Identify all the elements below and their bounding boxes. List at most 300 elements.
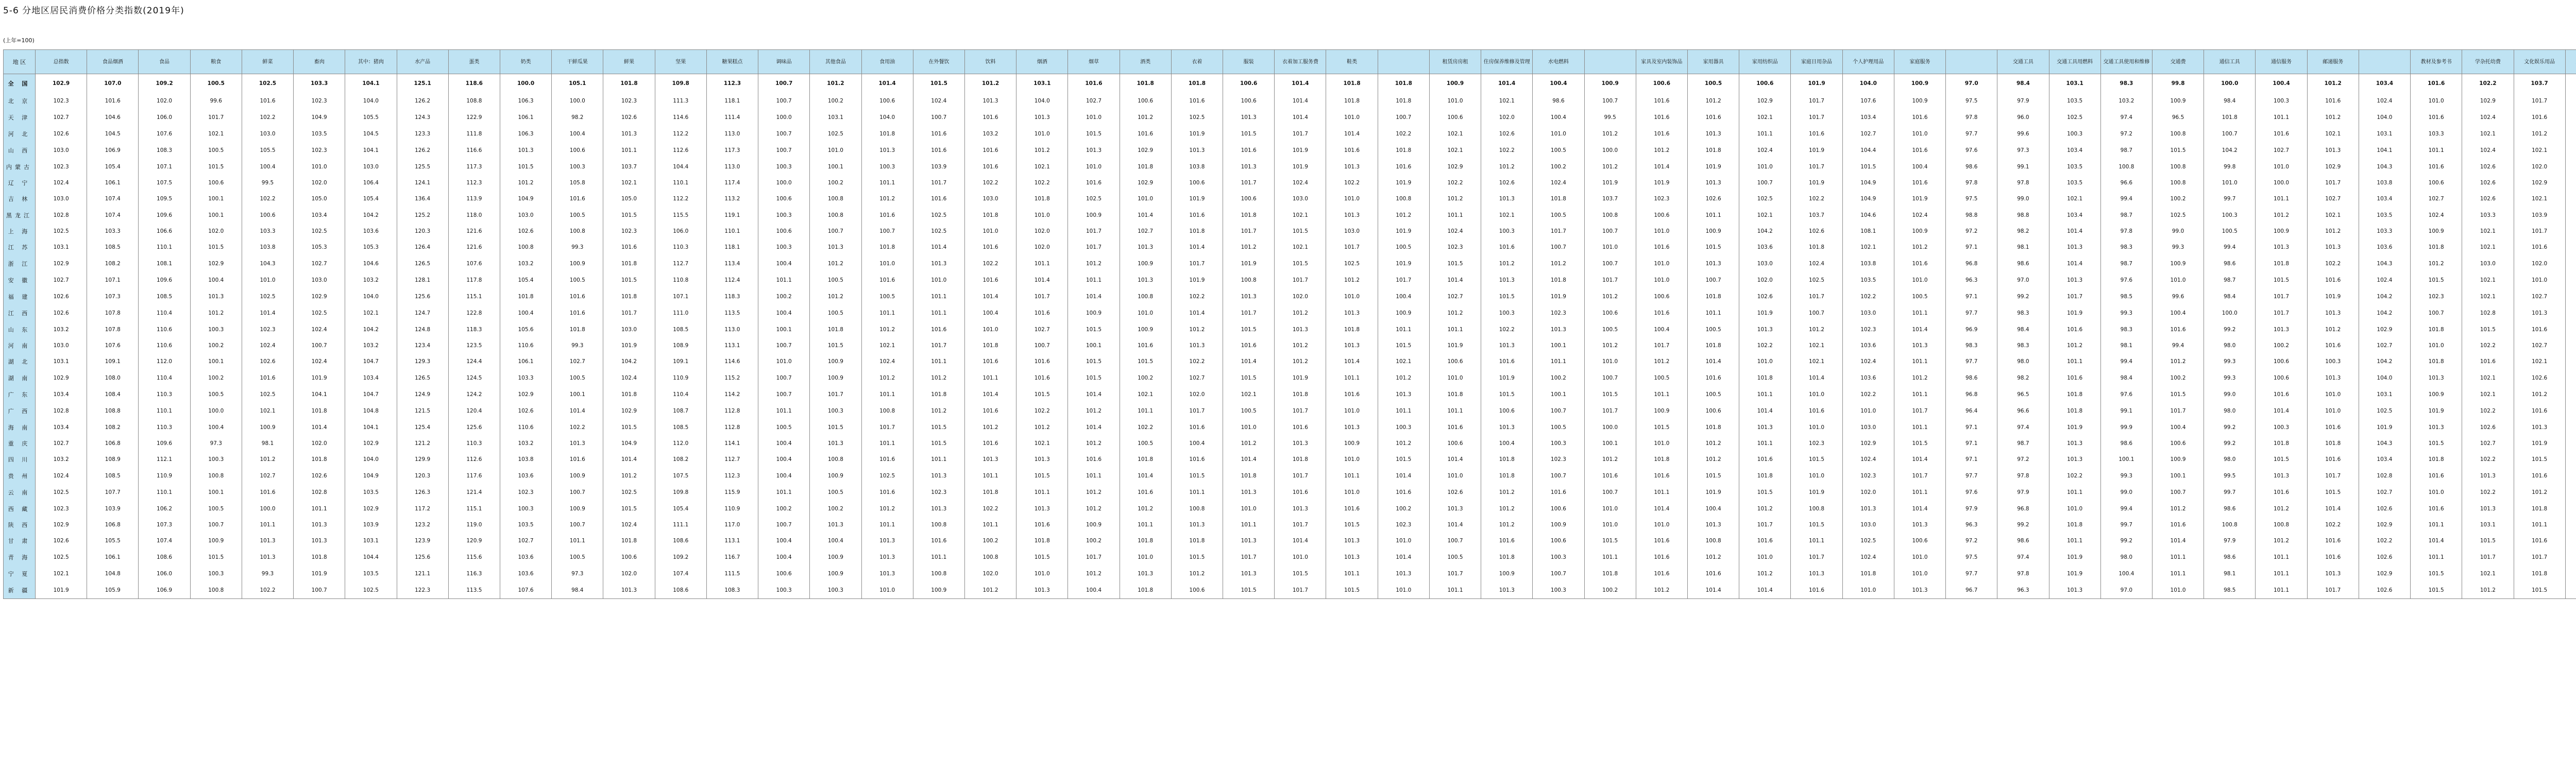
value-cell: 124.9 [397, 386, 448, 403]
value-cell: 101.6 [2152, 321, 2204, 338]
value-cell: 101.0 [1894, 126, 1945, 142]
value-cell: 102.5 [294, 224, 345, 239]
value-cell: 110.3 [139, 386, 190, 403]
value-cell: 101.3 [1171, 517, 1223, 533]
value-cell: 102.0 [1842, 484, 1894, 501]
value-cell: 102.8 [2359, 468, 2410, 484]
value-cell: 101.8 [964, 338, 1016, 353]
value-cell: 100.7 [190, 517, 242, 533]
value-cell: 101.3 [242, 533, 293, 549]
value-cell: 101.2 [1326, 272, 1378, 288]
column-header: 家庭服务 [1894, 50, 1945, 74]
value-cell: 101.0 [1016, 566, 1068, 582]
value-cell: 100.7 [758, 93, 810, 109]
value-cell: 103.0 [1739, 255, 1791, 272]
value-cell: 100.5 [552, 272, 603, 288]
value-cell: 101.5 [1378, 338, 1429, 353]
value-cell: 101.1 [1068, 272, 1120, 288]
value-cell: 102.3 [36, 159, 87, 175]
value-cell: 110.6 [139, 338, 190, 353]
value-cell: 97.2 [2100, 126, 2152, 142]
value-cell: 101.1 [1688, 207, 1739, 224]
table-row [4, 566, 2576, 582]
value-cell: 104.7 [345, 353, 397, 370]
value-cell [2565, 175, 2576, 191]
value-cell: 114.6 [706, 353, 758, 370]
value-cell: 108.9 [87, 451, 139, 468]
value-cell: 102.7 [1016, 321, 1068, 338]
value-cell: 101.5 [1326, 517, 1378, 533]
value-cell: 102.9 [36, 370, 87, 386]
value-cell: 100.9 [242, 419, 293, 436]
column-header: 家用纺织品 [1739, 50, 1791, 74]
value-cell: 101.9 [1791, 74, 1842, 93]
column-header: 教材及参考书 [2411, 50, 2462, 74]
value-cell: 97.2 [1946, 224, 1997, 239]
value-cell: 101.4 [1894, 501, 1945, 517]
value-cell: 101.7 [1275, 126, 1326, 142]
value-cell: 98.6 [1997, 255, 2049, 272]
value-cell: 97.9 [1946, 501, 1997, 517]
value-cell: 102.4 [1791, 255, 1842, 272]
value-cell: 102.1 [2462, 224, 2514, 239]
value-cell: 100.8 [2152, 126, 2204, 142]
value-cell: 101.8 [1688, 419, 1739, 436]
value-cell: 101.8 [861, 126, 913, 142]
value-cell: 103.3 [2359, 224, 2410, 239]
value-cell: 101.3 [964, 451, 1016, 468]
value-cell: 121.2 [397, 436, 448, 451]
value-cell: 98.2 [552, 109, 603, 126]
value-cell: 101.0 [1584, 517, 1636, 533]
value-cell: 100.9 [1068, 207, 1120, 224]
value-cell: 101.6 [552, 305, 603, 321]
value-cell: 104.1 [294, 386, 345, 403]
value-cell: 102.7 [1429, 288, 1481, 305]
value-cell: 102.9 [36, 255, 87, 272]
value-cell: 97.1 [1946, 436, 1997, 451]
value-cell: 106.1 [500, 109, 551, 126]
value-cell: 101.8 [1584, 566, 1636, 582]
value-cell: 101.8 [2514, 501, 2565, 517]
value-cell: 100.4 [1533, 74, 1584, 93]
value-cell: 136.4 [397, 191, 448, 207]
value-cell [2565, 484, 2576, 501]
value-cell: 113.0 [706, 126, 758, 142]
value-cell: 102.4 [1842, 353, 1894, 370]
value-cell: 121.6 [448, 224, 500, 239]
value-cell [2565, 224, 2576, 239]
value-cell: 101.4 [1120, 468, 1171, 484]
region-cell: 上 海 [4, 224, 36, 239]
value-cell: 101.8 [1326, 93, 1378, 109]
value-cell: 102.4 [36, 175, 87, 191]
value-cell: 100.7 [1429, 533, 1481, 549]
value-cell: 104.6 [345, 255, 397, 272]
value-cell: 100.8 [810, 191, 861, 207]
value-cell: 96.3 [1946, 272, 1997, 288]
value-cell: 129.9 [397, 451, 448, 468]
value-cell: 103.2 [964, 126, 1016, 142]
value-cell [2565, 338, 2576, 353]
value-cell: 101.0 [1739, 353, 1791, 370]
value-cell: 101.2 [1068, 484, 1120, 501]
table-row [4, 288, 2576, 305]
column-header: 食品烟酒 [87, 50, 139, 74]
value-cell: 101.6 [1688, 109, 1739, 126]
value-cell: 101.9 [36, 582, 87, 599]
value-cell: 100.3 [1481, 224, 1533, 239]
value-cell: 101.2 [1894, 239, 1945, 255]
value-cell: 102.9 [1120, 175, 1171, 191]
value-cell: 102.3 [1378, 517, 1429, 533]
value-cell: 104.6 [1842, 207, 1894, 224]
value-cell: 102.1 [36, 566, 87, 582]
value-cell: 100.1 [190, 207, 242, 224]
value-cell: 101.6 [2307, 451, 2359, 468]
value-cell: 102.6 [1429, 484, 1481, 501]
value-cell: 97.1 [1946, 239, 1997, 255]
value-cell: 102.0 [1171, 386, 1223, 403]
value-cell: 100.8 [2152, 175, 2204, 191]
value-cell: 101.7 [1584, 272, 1636, 288]
value-cell: 102.5 [1739, 191, 1791, 207]
value-cell: 101.0 [2204, 175, 2256, 191]
value-cell: 100.7 [1584, 224, 1636, 239]
value-cell: 105.4 [87, 159, 139, 175]
value-cell [2565, 403, 2576, 419]
value-cell: 103.5 [1842, 272, 1894, 288]
value-cell: 102.2 [964, 501, 1016, 517]
value-cell: 101.1 [2256, 191, 2307, 207]
value-cell: 113.0 [706, 321, 758, 338]
value-cell: 101.6 [2307, 549, 2359, 566]
value-cell: 101.9 [1429, 338, 1481, 353]
region-cell: 内蒙古 [4, 159, 36, 175]
value-cell: 101.7 [1791, 288, 1842, 305]
region-cell: 湖 南 [4, 370, 36, 386]
value-cell: 101.5 [810, 338, 861, 353]
value-cell: 101.5 [603, 272, 655, 288]
value-cell: 101.3 [552, 436, 603, 451]
value-cell: 113.1 [706, 338, 758, 353]
value-cell: 101.8 [2411, 239, 2462, 255]
value-cell: 101.3 [1326, 305, 1378, 321]
value-cell: 101.0 [1120, 305, 1171, 321]
value-cell: 101.9 [2514, 436, 2565, 451]
value-cell: 101.1 [552, 533, 603, 549]
value-cell: 101.0 [1326, 288, 1378, 305]
value-cell: 101.8 [603, 386, 655, 403]
value-cell: 102.3 [294, 142, 345, 159]
value-cell: 102.1 [1739, 109, 1791, 126]
value-cell: 116.7 [706, 549, 758, 566]
value-cell: 100.3 [758, 239, 810, 255]
value-cell: 100.8 [1378, 191, 1429, 207]
value-cell: 100.1 [1533, 338, 1584, 353]
value-cell: 101.1 [2049, 353, 2100, 370]
value-cell: 100.6 [1636, 74, 1687, 93]
value-cell: 108.5 [139, 288, 190, 305]
value-cell: 100.8 [552, 224, 603, 239]
value-cell: 99.3 [552, 239, 603, 255]
value-cell: 101.8 [1688, 288, 1739, 305]
value-cell: 101.4 [1429, 517, 1481, 533]
column-header: 家具及室内装饰品 [1636, 50, 1687, 74]
value-cell: 101.1 [1016, 484, 1068, 501]
value-cell: 103.7 [1584, 191, 1636, 207]
value-cell: 101.6 [2514, 239, 2565, 255]
value-cell: 115.5 [655, 207, 706, 224]
column-header: 服装 [1223, 50, 1275, 74]
value-cell: 100.5 [1688, 386, 1739, 403]
value-cell: 98.2 [1997, 370, 2049, 386]
value-cell: 100.4 [2152, 305, 2204, 321]
column-header: 酒类 [1120, 50, 1171, 74]
value-cell: 102.7 [1842, 126, 1894, 142]
value-cell: 100.2 [1533, 159, 1584, 175]
value-cell: 101.7 [1791, 93, 1842, 109]
value-cell: 105.4 [500, 272, 551, 288]
value-cell: 102.0 [190, 224, 242, 239]
value-cell: 101.2 [2256, 207, 2307, 224]
value-cell: 102.6 [2462, 191, 2514, 207]
value-cell: 98.4 [2204, 288, 2256, 305]
value-cell: 99.1 [2100, 403, 2152, 419]
value-cell: 101.0 [1120, 191, 1171, 207]
value-cell: 102.2 [964, 175, 1016, 191]
value-cell: 101.5 [190, 239, 242, 255]
value-cell: 109.1 [655, 353, 706, 370]
value-cell: 99.7 [2100, 517, 2152, 533]
value-cell: 98.3 [2100, 239, 2152, 255]
value-cell: 117.3 [448, 159, 500, 175]
value-cell: 100.8 [913, 566, 964, 582]
value-cell: 100.8 [861, 403, 913, 419]
value-cell: 102.6 [294, 468, 345, 484]
value-cell: 102.1 [2462, 272, 2514, 288]
value-cell: 100.6 [1481, 403, 1533, 419]
value-cell: 101.2 [603, 468, 655, 484]
value-cell: 101.1 [2049, 533, 2100, 549]
value-cell [2565, 451, 2576, 468]
value-cell: 100.7 [1016, 338, 1068, 353]
value-cell: 101.8 [1171, 224, 1223, 239]
value-cell: 101.1 [1739, 436, 1791, 451]
value-cell: 101.3 [2049, 239, 2100, 255]
value-cell: 101.9 [1791, 484, 1842, 501]
value-cell: 98.6 [2204, 255, 2256, 272]
value-cell: 101.6 [2307, 272, 2359, 288]
column-header: 交通费 [2152, 50, 2204, 74]
table-row [4, 549, 2576, 566]
value-cell [2565, 501, 2576, 517]
value-cell: 101.6 [1275, 484, 1326, 501]
value-cell: 101.2 [2411, 255, 2462, 272]
value-cell: 96.0 [1997, 109, 2049, 126]
column-header: 其中：猪肉 [345, 50, 397, 74]
value-cell: 101.5 [1068, 321, 1120, 338]
value-cell: 102.9 [603, 403, 655, 419]
value-cell: 104.1 [345, 419, 397, 436]
value-cell: 101.5 [2514, 451, 2565, 468]
value-cell: 101.9 [1791, 175, 1842, 191]
value-cell: 101.5 [1223, 582, 1275, 599]
value-cell: 101.2 [964, 582, 1016, 599]
value-cell: 120.3 [397, 468, 448, 484]
value-cell: 101.4 [1636, 501, 1687, 517]
value-cell: 102.9 [345, 436, 397, 451]
value-cell: 103.2 [500, 255, 551, 272]
value-cell: 103.0 [36, 191, 87, 207]
value-cell: 101.1 [1326, 468, 1378, 484]
value-cell: 101.1 [1894, 353, 1945, 370]
value-cell: 102.1 [2462, 370, 2514, 386]
value-cell: 100.9 [810, 468, 861, 484]
value-cell: 101.2 [1068, 501, 1120, 517]
value-cell: 101.5 [1120, 353, 1171, 370]
value-cell: 101.6 [1636, 468, 1687, 484]
value-cell: 100.7 [1584, 93, 1636, 109]
value-cell: 96.3 [1946, 517, 1997, 533]
value-cell: 101.2 [1791, 321, 1842, 338]
value-cell: 101.1 [2411, 142, 2462, 159]
value-cell: 101.4 [1894, 451, 1945, 468]
value-cell: 101.1 [2152, 566, 2204, 582]
value-cell: 101.6 [1636, 566, 1687, 582]
value-cell: 104.4 [655, 159, 706, 175]
value-cell [2565, 288, 2576, 305]
value-cell: 100.7 [1533, 566, 1584, 582]
header-row-1 [4, 50, 2576, 74]
value-cell: 101.6 [1223, 142, 1275, 159]
value-cell: 100.9 [2152, 93, 2204, 109]
region-cell: 青 海 [4, 549, 36, 566]
value-cell: 126.5 [397, 255, 448, 272]
value-cell: 100.7 [1791, 305, 1842, 321]
value-cell: 102.7 [36, 436, 87, 451]
value-cell: 101.9 [2049, 305, 2100, 321]
value-cell: 105.5 [87, 533, 139, 549]
value-cell: 99.2 [2100, 533, 2152, 549]
value-cell: 100.1 [2152, 468, 2204, 484]
value-cell: 125.6 [448, 419, 500, 436]
value-cell: 99.3 [242, 566, 293, 582]
value-cell: 101.2 [861, 321, 913, 338]
value-cell: 100.2 [810, 93, 861, 109]
value-cell: 101.5 [190, 549, 242, 566]
value-cell: 101.1 [1429, 207, 1481, 224]
value-cell: 102.9 [1842, 436, 1894, 451]
value-cell: 101.9 [1275, 142, 1326, 159]
value-cell: 100.7 [758, 126, 810, 142]
value-cell: 126.2 [397, 93, 448, 109]
value-cell: 100.1 [1584, 436, 1636, 451]
value-cell: 118.3 [448, 321, 500, 338]
value-cell: 101.5 [190, 159, 242, 175]
value-cell: 100.8 [913, 517, 964, 533]
value-cell: 103.0 [1842, 305, 1894, 321]
value-cell [2565, 93, 2576, 109]
value-cell: 101.6 [1791, 126, 1842, 142]
value-cell: 101.0 [1533, 126, 1584, 142]
value-cell: 101.2 [2307, 224, 2359, 239]
value-cell: 101.6 [87, 93, 139, 109]
value-cell: 102.5 [810, 126, 861, 142]
value-cell: 100.1 [190, 353, 242, 370]
column-header [1946, 50, 1997, 74]
value-cell: 104.3 [2359, 159, 2410, 175]
value-cell: 102.5 [2049, 109, 2100, 126]
column-header: 住房保养维修及管理 [1481, 50, 1533, 74]
value-cell: 100.7 [552, 484, 603, 501]
value-cell: 112.3 [706, 74, 758, 93]
value-cell: 103.1 [2462, 517, 2514, 533]
value-cell: 100.9 [1326, 436, 1378, 451]
value-cell: 106.0 [139, 566, 190, 582]
value-cell: 98.4 [2204, 93, 2256, 109]
value-cell: 101.2 [1223, 239, 1275, 255]
value-cell: 100.3 [500, 501, 551, 517]
value-cell: 102.1 [603, 175, 655, 191]
value-cell: 101.2 [1275, 338, 1326, 353]
column-header: 租赁房房租 [1429, 50, 1481, 74]
value-cell: 101.4 [1739, 403, 1791, 419]
table-row [4, 403, 2576, 419]
region-cell: 辽 宁 [4, 175, 36, 191]
value-cell: 102.4 [2359, 93, 2410, 109]
value-cell: 100.0 [758, 109, 810, 126]
value-cell: 101.8 [2204, 109, 2256, 126]
value-cell: 100.1 [190, 191, 242, 207]
value-cell: 101.3 [1894, 582, 1945, 599]
value-cell: 104.4 [345, 549, 397, 566]
value-cell: 102.2 [2462, 403, 2514, 419]
value-cell: 101.3 [1171, 338, 1223, 353]
value-cell: 101.2 [964, 419, 1016, 436]
value-cell: 100.5 [190, 142, 242, 159]
value-cell: 111.8 [448, 126, 500, 142]
value-cell: 102.5 [1842, 533, 1894, 549]
value-cell: 98.6 [1533, 93, 1584, 109]
value-cell: 101.6 [1068, 74, 1120, 93]
value-cell: 96.3 [1997, 582, 2049, 599]
value-cell: 103.0 [1842, 517, 1894, 533]
value-cell: 101.2 [242, 451, 293, 468]
value-cell: 101.5 [1223, 126, 1275, 142]
table-row [4, 451, 2576, 468]
value-cell: 111.4 [706, 109, 758, 126]
value-cell: 100.7 [758, 142, 810, 159]
value-cell [2565, 370, 2576, 386]
value-cell: 104.8 [87, 566, 139, 582]
value-cell: 102.2 [242, 109, 293, 126]
value-cell: 100.3 [190, 321, 242, 338]
value-cell: 101.8 [1171, 74, 1223, 93]
value-cell: 101.7 [1068, 224, 1120, 239]
value-cell: 102.4 [2359, 272, 2410, 288]
value-cell: 102.1 [1378, 353, 1429, 370]
value-cell: 100.9 [2411, 224, 2462, 239]
value-cell: 101.5 [1429, 255, 1481, 272]
value-cell: 108.7 [655, 403, 706, 419]
value-cell: 100.2 [758, 501, 810, 517]
value-cell: 101.8 [2411, 353, 2462, 370]
value-cell: 112.7 [706, 451, 758, 468]
value-cell: 101.4 [1481, 74, 1533, 93]
value-cell: 99.3 [2204, 353, 2256, 370]
value-cell: 101.6 [2411, 74, 2462, 93]
